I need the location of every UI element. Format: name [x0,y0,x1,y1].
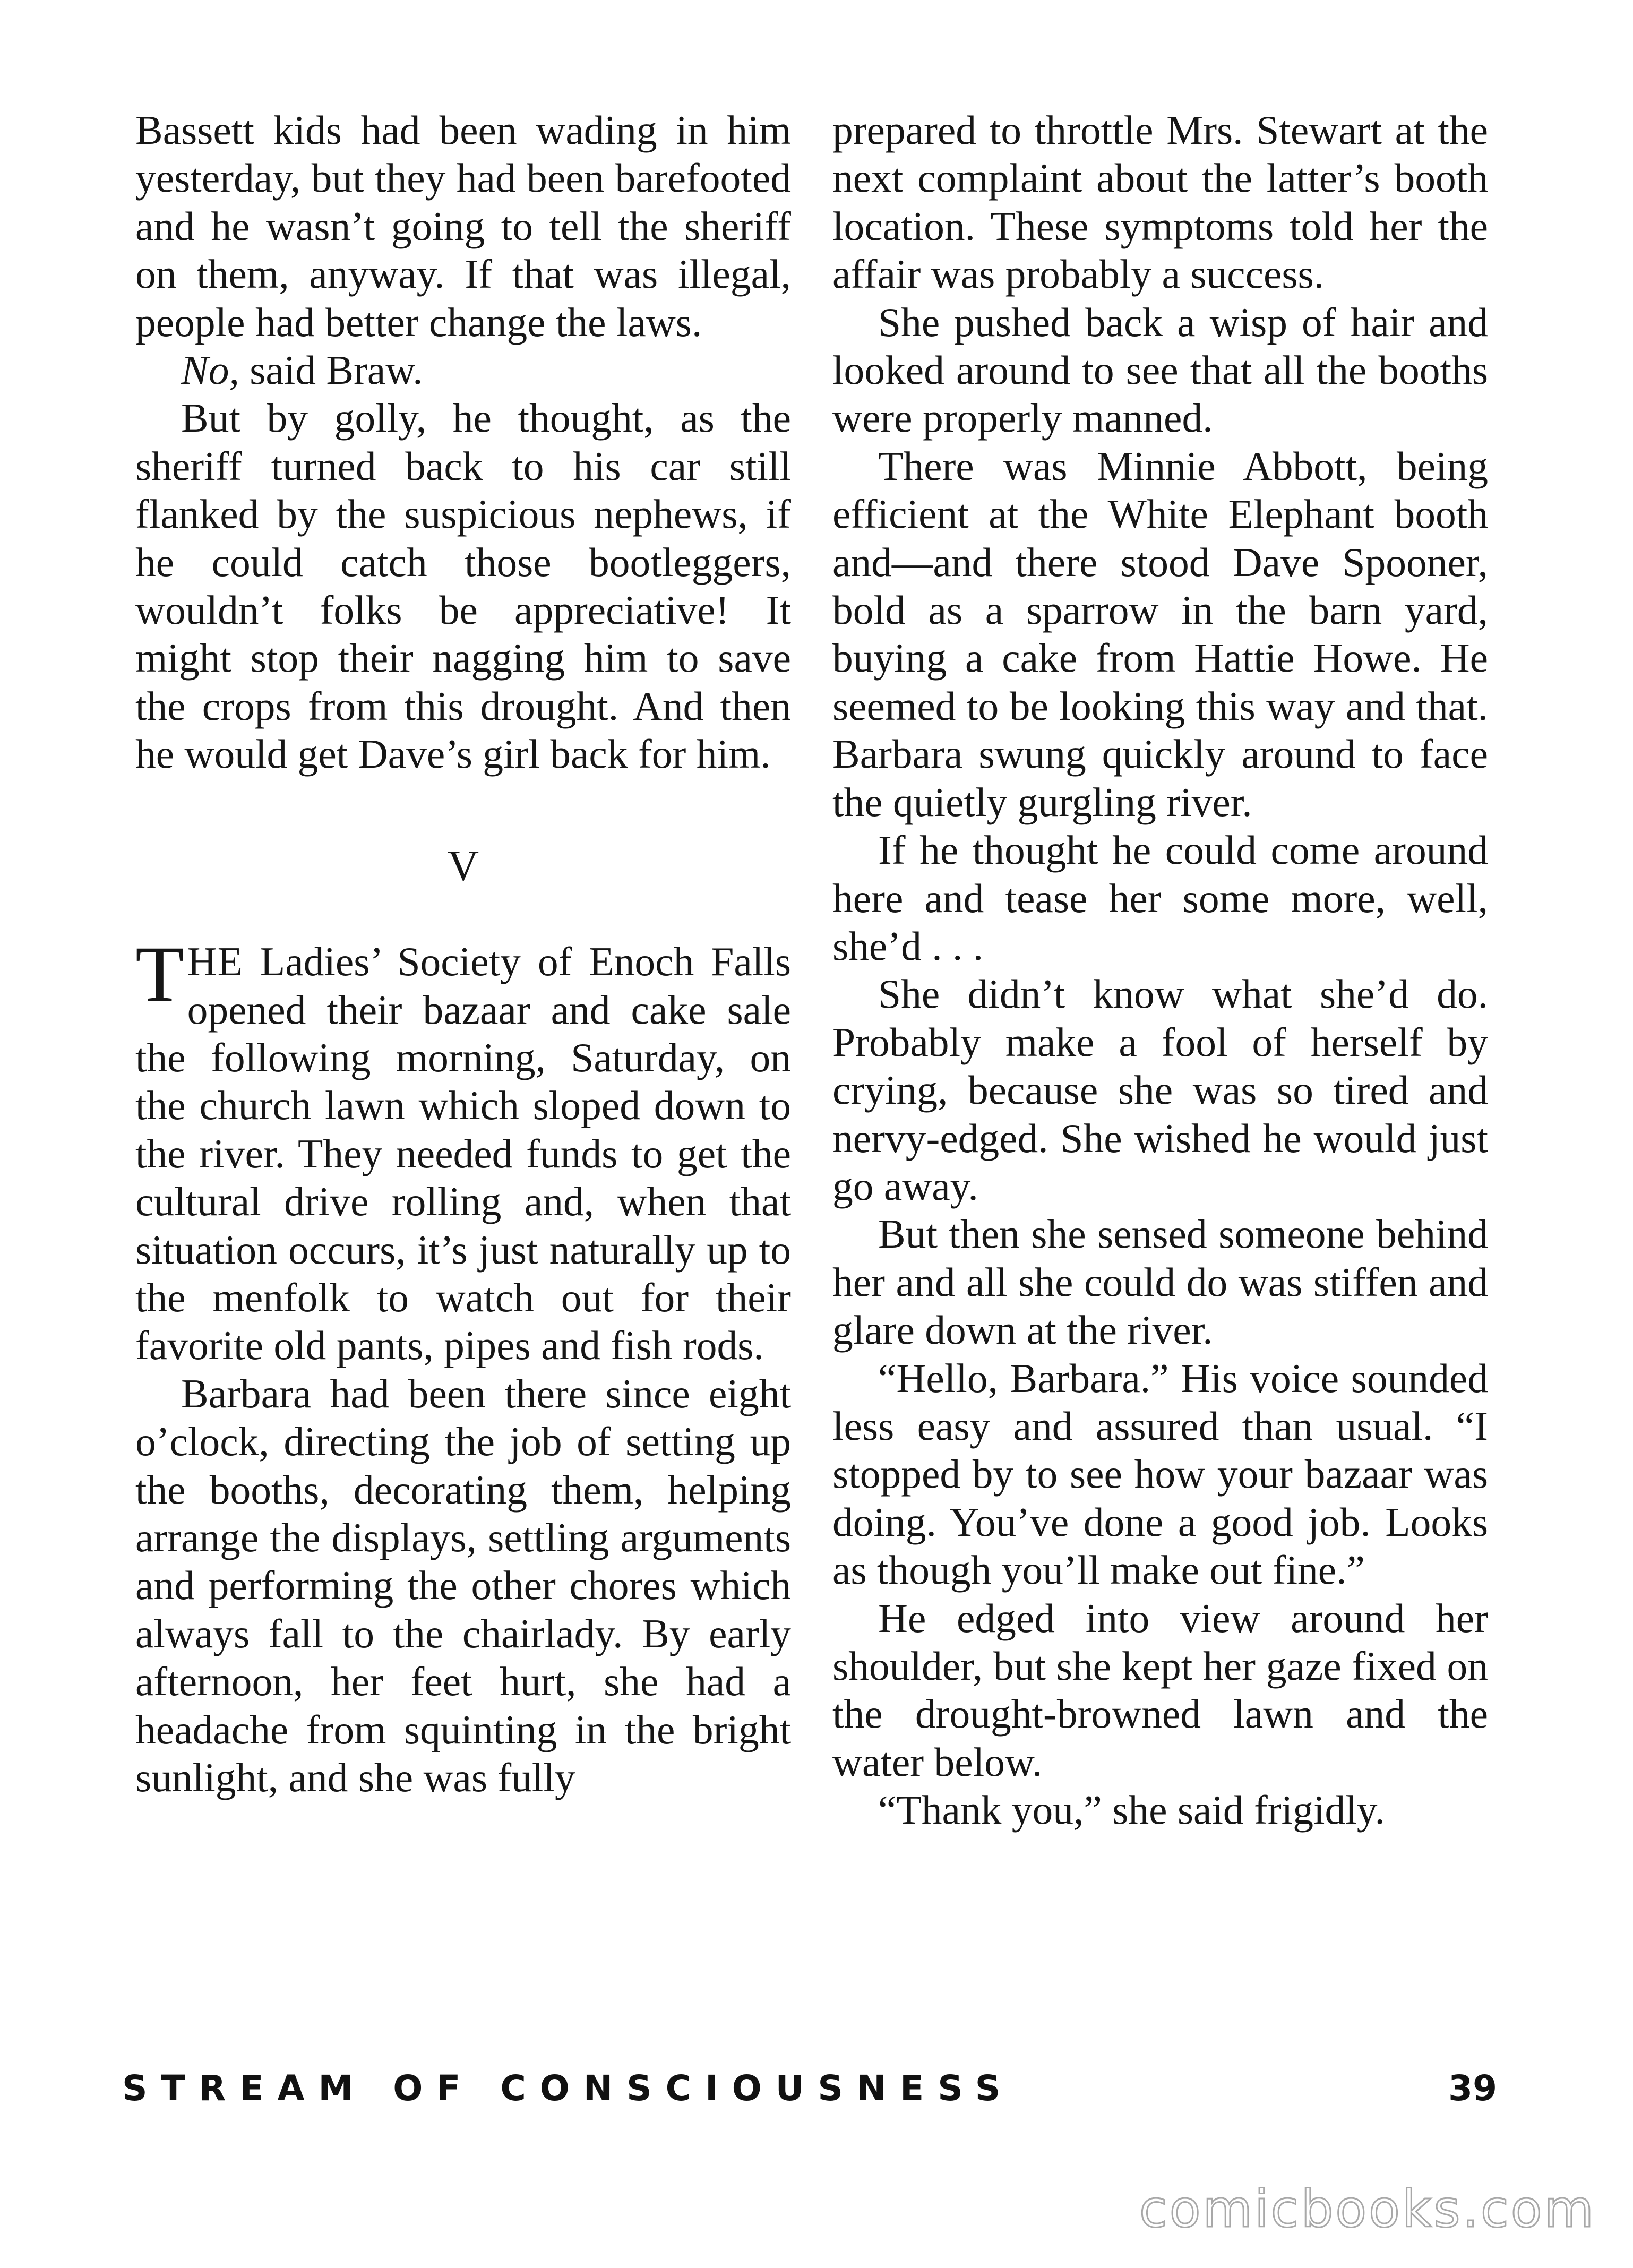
paragraph: “Thank you,” she said frigidly. [878,1787,1385,1833]
page-number: 39 [1448,2068,1497,2109]
paragraph: He edged into view around her shoulder, but she kept her gaze fixed on the drought-browned lawn and the water below. [832,1595,1488,1785]
paragraph: prepared to throttle Mrs. Stewart at the next complaint about the latter’s booth location. These symptoms told her the affair was probably a success. [832,107,1488,297]
drop-cap: T [135,930,184,1019]
page-footer [122,2068,1497,2126]
italic-text: No, [181,347,239,393]
section-numeral: V [447,841,479,890]
opening-paragraph [135,930,791,1370]
paragraph: But then she sensed someone behind her and all she could do was stiffen and glare down at the river. [832,1211,1488,1353]
lead-caps: HE [187,939,243,985]
paragraph: Bassett kids had been wading in him yesterday, but they had been barefooted and he wasn’t going to tell the sheriff on them, anyway. If that was illegal, people had better change the laws. [135,107,791,345]
paragraph: Barbara had been there since eight o’clock, directing the job of setting up the booths, decorating them, helping arrange the displays, settling arguments and performing the other chores which always fall to the chairlady. By early afternoon, her feet hurt, she had a headache from squinting in the bright sunlight, and she was fully [135,1370,791,1800]
paragraph: But by golly, he thought, as the sheriff turned back to his car still flanked by the suspicious nephews, if he could catch those bootleggers, wouldn’t folks be appreciative! It might stop their nagging him to save the crops from this drought. And then he would get Dave’s girl back for him. [135,395,791,777]
paragraph: She didn’t know what she’d do. Probably make a fool of herself by crying, because she was so tired and nervy-edged. She wished he would just go away. [832,971,1488,1209]
watermark: comicbooks.com [1139,2179,1596,2239]
running-title: STREAM OF CONSCIOUSNESS [122,2068,1015,2109]
left-column [135,106,791,1801]
paragraph: There was Minnie Abbott, being efficient at the White Elephant booth and—and there stood Dave Spooner, bold as a sparrow in the barn yard, buying a cake from Hattie Howe. He seemed to be looking this way and that. Barbara swung quickly around to face the quietly gurgling river. [832,443,1488,825]
paragraph: She pushed back a wisp of hair and looked around to see that all the booths were properly manned. [832,299,1488,441]
paragraph [135,346,791,394]
paragraph-text: Ladies’ Society of Enoch Falls opened their bazaar and cake sale the following morning, Saturday, on the church lawn which sloped down to the river. They needed funds to get the cultural drive rolling and, when that situation occurs, it’s just naturally up to the menfolk to watch out for their favorite old pants, pipes and fish rods. [135,939,791,1369]
paragraph-text: said Braw. [239,347,423,393]
paragraph: If he thought he could come around here and tease her some more, well, she’d . . . [832,827,1488,969]
paragraph: “Hello, Barbara.” His voice sounded less easy and assured than usual. “I stopped by to see how your bazaar was doing. You’ve done a good job. Looks as though you’ll make out fine.” [832,1355,1488,1593]
right-column [832,106,1488,1834]
